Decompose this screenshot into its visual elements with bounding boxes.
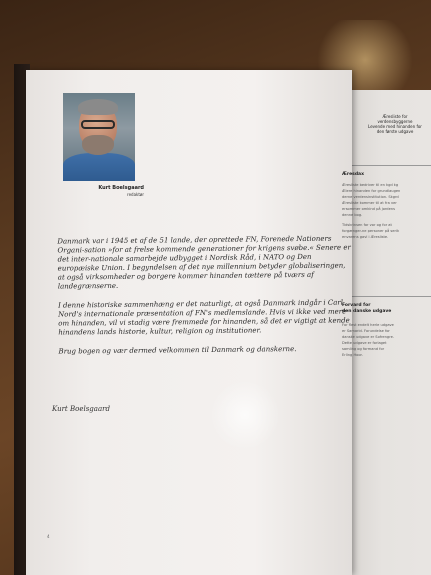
right-header-line-1: Æresliste for [382, 114, 408, 119]
right-s2-line-5: samling og formand for [342, 347, 385, 351]
right-s1-line-2: Ælere hinanden for grundlaugen [342, 189, 401, 193]
right-s2-line-3: danske udgave er Sofrengre. [342, 335, 394, 339]
right-s1-line-8: forgænger-ne personer på serik [342, 229, 400, 233]
right-header-line-4: den første udgave [376, 129, 414, 134]
light-glare [210, 380, 280, 450]
foreword-paragraph-3: Brug bogen og vær dermed velkommen til Danmark og danskerne. [58, 345, 297, 356]
right-s1-line-1: Æresliste bedriver til en kgd kg [342, 183, 399, 187]
right-s1-line-5: ersommer omkind på jordens [342, 207, 395, 211]
right-s2-line-1: For flest endelt herle udgave [342, 323, 394, 327]
right-section-1-heading: Æresdax [342, 172, 364, 177]
foreword-paragraph-2: I denne historiske sammenhæng er det naturligt, at også Danmark indgår i Carl Nord's internationale præsentation af FN's medlemslande. Hvis vi ikke ved mere om hinanden, vil vi stadig være fremmede for hinanden, så det er vigtigt at kende hinandens lands historie, kultur, religion og institutioner. [58, 298, 350, 337]
right-s2-line-4: Dette udgave er forlaget [342, 341, 387, 345]
right-s1-line-4: Æresliste kommer til at fra ver [342, 201, 397, 205]
right-s2-line-2: er Samarid. Forundelse for [342, 329, 390, 333]
foreword-text [57, 234, 352, 366]
right-section-2-heading: Forvard for den danske udgave [342, 303, 392, 314]
right-header-line-3: Levende med hinanden for [368, 124, 422, 129]
right-section-2-text [342, 322, 431, 358]
photo-caption-role: redaktør [127, 192, 144, 197]
foreword-paragraph-1: Danmark var i 1945 et af de 51 lande, der oprettede FN, Forenede Nationers Organi-sation »for at frelse kommende generationer for krigens svøbe.« Senere er det inter-nationale samarbejde udbygget i Nordisk Råd, i NATO og Den europæiske Union. I begyndelsen af det nye millennium betyder globaliseringen, at også virksomheder og borgere kommer hinanden tættere på tværs af landegrænserne. [57, 234, 351, 291]
photo-caption-name: Kurt Boelsgaard [98, 185, 144, 191]
signature: Kurt Boelsgaard [52, 405, 110, 413]
right-header-line-2: verdensbyggerne [377, 119, 413, 124]
page-number: 4 [47, 534, 50, 539]
right-s1-line-9: envarens gavl i Æresliste. [342, 235, 389, 239]
right-s1-line-3: derne verdensinstitution. Skgrd [342, 195, 399, 199]
right-page-header [360, 114, 430, 134]
right-s1-line-7: Tidskrinsen for vor og for at [342, 223, 392, 227]
right-s2-line-6: Erling Hoor. [342, 353, 363, 357]
right-s1-line-6: denne bog. [342, 213, 363, 217]
author-photo [63, 93, 135, 181]
right-section-1-text [342, 182, 431, 240]
